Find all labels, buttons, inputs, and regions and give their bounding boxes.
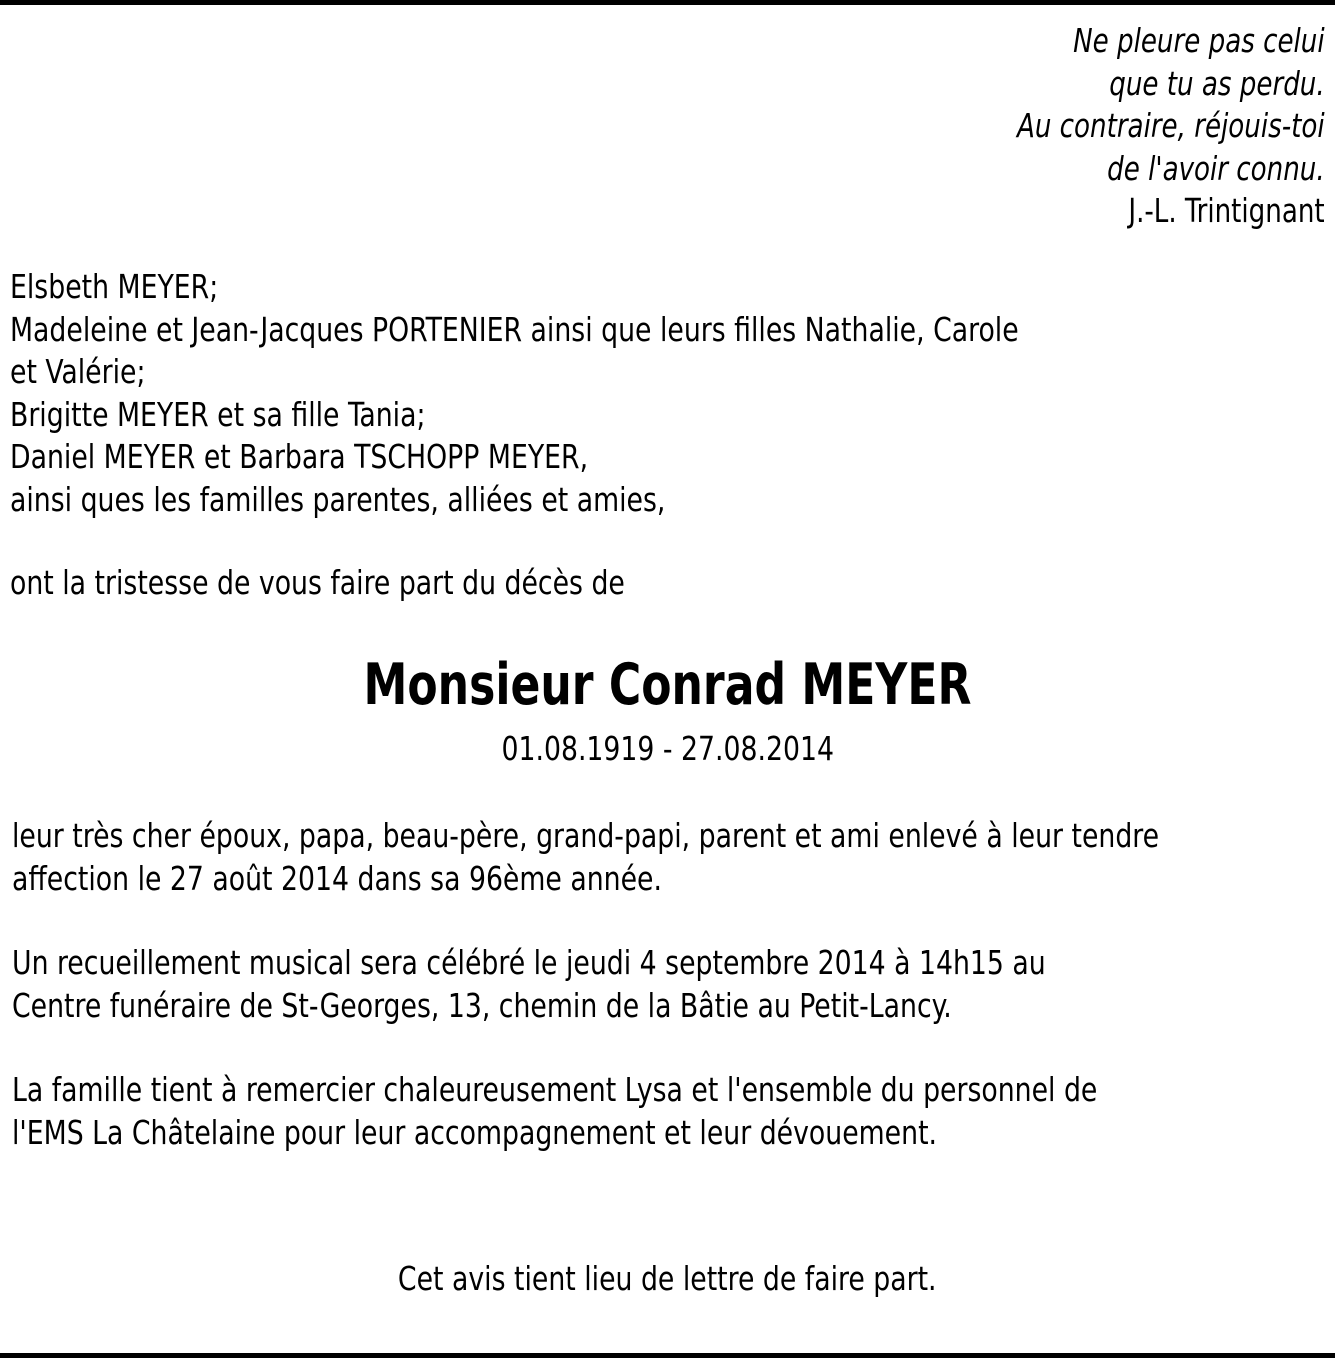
paragraph-line: La famille tient à remercier chaleureusement Lysa et l'ensemble du personnel de bbox=[12, 1070, 1098, 1109]
family-line: Elsbeth MEYER; bbox=[10, 267, 219, 306]
announcement-text bbox=[10, 562, 625, 605]
quote-line: Au contraire, réjouis-toi bbox=[1017, 106, 1325, 145]
paragraph-line: affection le 27 août 2014 dans sa 96ème année. bbox=[12, 858, 662, 898]
ceremony-paragraph bbox=[12, 942, 1046, 1027]
paragraph-line: Un recueillement musical sera célébré le jeudi 4 septembre 2014 à 14h15 au bbox=[12, 943, 1046, 982]
paragraph-line: Centre funéraire de St-Georges, 13, chemin de la Bâtie au Petit-Lancy. bbox=[12, 985, 952, 1025]
bottom-rule bbox=[0, 1353, 1335, 1358]
announcement-line: ont la tristesse de vous faire part du décès de bbox=[10, 563, 625, 602]
footer-text: Cet avis tient lieu de lettre de faire part. bbox=[398, 1259, 937, 1298]
tribute-paragraph bbox=[12, 815, 1159, 900]
epigraph-quote bbox=[1017, 20, 1325, 233]
thanks-paragraph bbox=[12, 1069, 1097, 1154]
paragraph-line: l'EMS La Châtelaine pour leur accompagnement et leur dévouement. bbox=[12, 1112, 938, 1152]
family-line: ainsi ques les familles parentes, alliées et amies, bbox=[10, 479, 666, 519]
family-line: Madeleine et Jean-Jacques PORTENIER ainsi que leurs filles Nathalie, Carole bbox=[10, 309, 1019, 349]
family-line: Brigitte MEYER et sa fille Tania; bbox=[10, 394, 426, 434]
top-rule bbox=[0, 0, 1335, 5]
quote-author: J.-L. Trintignant bbox=[1128, 191, 1325, 230]
paragraph-line: leur très cher époux, papa, beau-père, grand-papi, parent et ami enlevé à leur tendre bbox=[12, 816, 1160, 855]
family-list bbox=[10, 266, 1019, 521]
life-dates bbox=[0, 728, 1335, 770]
family-line: et Valérie; bbox=[10, 352, 146, 391]
quote-line: de l'avoir connu. bbox=[1107, 148, 1325, 188]
deceased-name-text: Monsieur Conrad MEYER bbox=[363, 652, 972, 718]
life-dates-text: 01.08.1919 - 27.08.2014 bbox=[501, 729, 834, 768]
family-line: Daniel MEYER et Barbara TSCHOPP MEYER, bbox=[10, 437, 589, 476]
quote-line: Ne pleure pas celui bbox=[1073, 21, 1325, 60]
footer-note bbox=[0, 1258, 1335, 1300]
deceased-name bbox=[0, 650, 1335, 720]
quote-line: que tu as perdu. bbox=[1109, 63, 1325, 103]
